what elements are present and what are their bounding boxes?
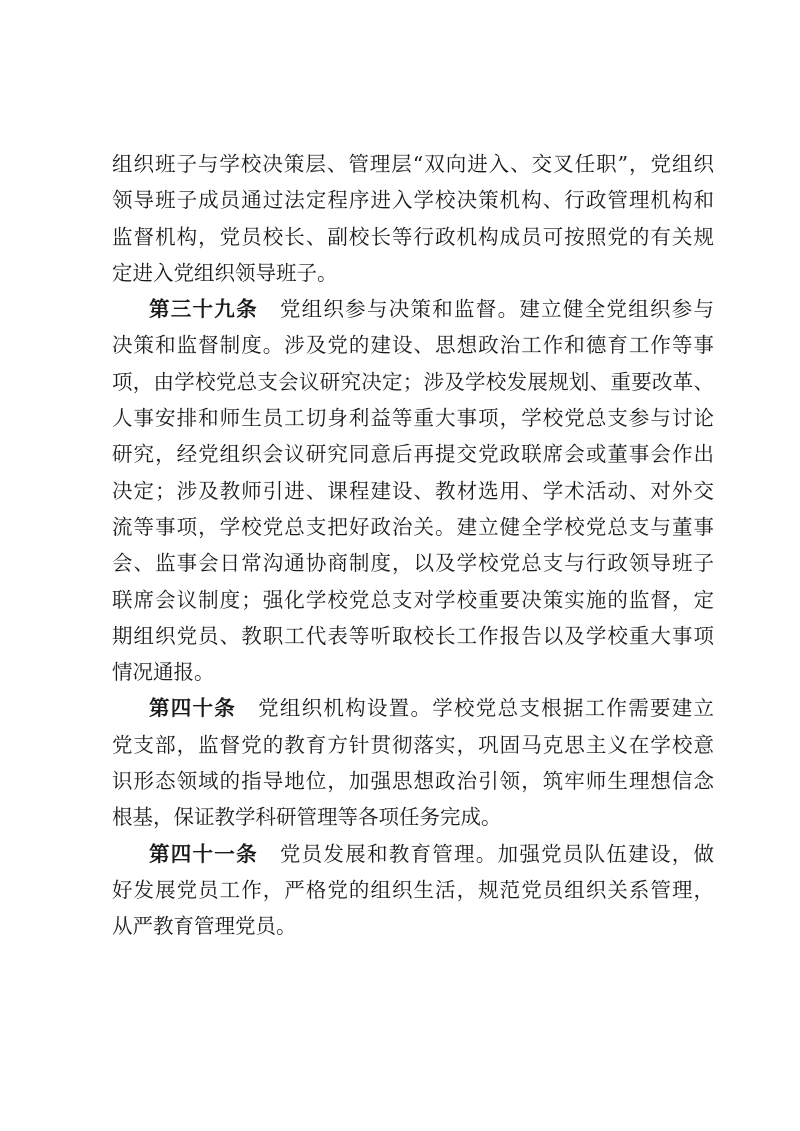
text-line: 监督机构，党员校长、副校长等行政机构成员可按照党的有关规 bbox=[112, 224, 714, 249]
article-first-line bbox=[112, 690, 714, 726]
text-line: 领导班子成员通过法定程序进入学校决策机构、行政管理机构和 bbox=[112, 188, 714, 213]
text-line: 党支部，监督党的教育方针贯彻落实，巩固马克思主义在学校意 bbox=[112, 732, 714, 757]
text-line: 会、监事会日常沟通协商制度，以及学校党总支与行政领导班子 bbox=[112, 551, 714, 576]
text-line: 根基，保证教学科研管理等各项任务完成。 bbox=[112, 805, 502, 830]
text-line: 好发展党员工作，严格党的组织生活，规范党员组织关系管理， bbox=[112, 877, 714, 902]
text-line: 决定；涉及教师引进、课程建设、教材选用、学术活动、对外交 bbox=[112, 478, 714, 503]
text-line: 期组织党员、教职工代表等听取校长工作报告以及学校重大事项 bbox=[112, 623, 714, 648]
continued-paragraph bbox=[112, 146, 714, 291]
text-line: 项，由学校党总支会议研究决定；涉及学校发展规划、重要改革、 bbox=[112, 369, 714, 394]
text-line: 情况通报。 bbox=[112, 660, 215, 685]
text-line: 流等事项，学校党总支把好政治关。建立健全学校党总支与董事 bbox=[112, 514, 714, 539]
article-40 bbox=[112, 690, 714, 835]
text-line: 定进入党组织领导班子。 bbox=[112, 260, 338, 285]
article-first-text: 党员发展和教育管理。加强党员队伍建设，做 bbox=[279, 841, 714, 866]
article-first-text: 党组织参与决策和监督。建立健全党组织参与 bbox=[279, 297, 714, 322]
text-line: 人事安排和师生员工切身利益等重大事项，学校党总支参与讨论 bbox=[112, 406, 714, 431]
article-41 bbox=[112, 836, 714, 945]
text-line: 识形态领域的指导地位，加强思想政治引领，筑牢师生理想信念 bbox=[112, 769, 714, 794]
document-page bbox=[112, 146, 714, 945]
article-first-line bbox=[112, 836, 714, 872]
text-line: 联席会议制度；强化学校党总支对学校重要决策实施的监督，定 bbox=[112, 587, 714, 612]
text-line: 从严教育管理党员。 bbox=[112, 914, 297, 939]
article-heading: 第四十一条 bbox=[149, 841, 258, 866]
text-line: 决策和监督制度。涉及党的建设、思想政治工作和德育工作等事 bbox=[112, 333, 714, 358]
article-heading: 第三十九条 bbox=[149, 297, 258, 322]
article-39 bbox=[112, 291, 714, 690]
text-line: 研究，经党组织会议研究同意后再提交党政联席会或董事会作出 bbox=[112, 442, 714, 467]
article-first-line bbox=[112, 291, 714, 327]
text-line: 组织班子与学校决策层、管理层“双向进入、交叉任职”，党组织 bbox=[112, 152, 714, 176]
article-heading: 第四十条 bbox=[149, 696, 237, 721]
article-first-text: 党组织机构设置。学校党总支根据工作需要建立 bbox=[258, 696, 714, 721]
